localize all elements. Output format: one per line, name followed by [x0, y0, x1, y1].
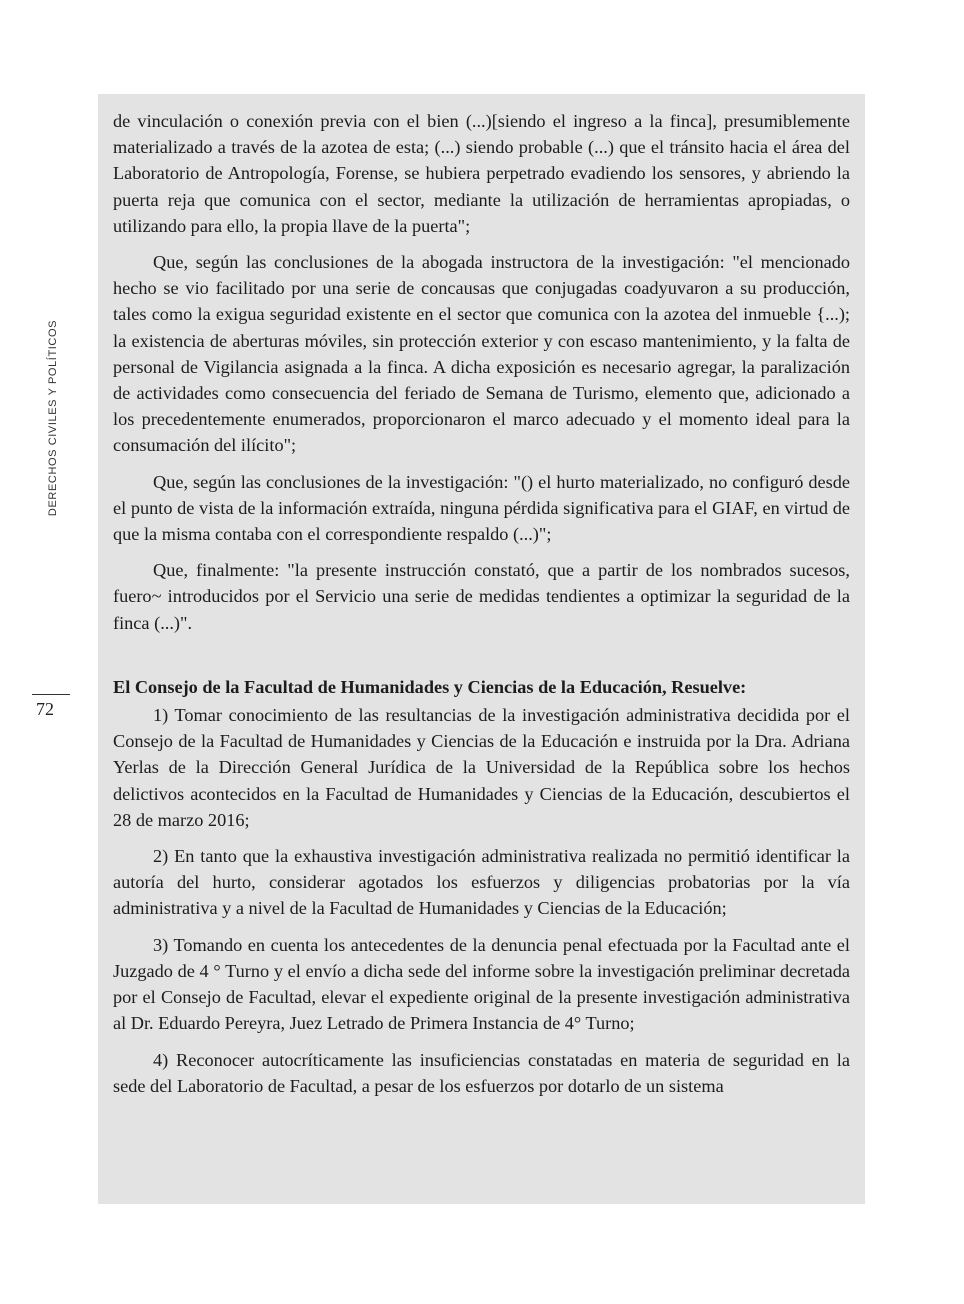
resolution-item-2: 2) En tanto que la exhaustiva investigación administrativa realizada no permitió identificar la autoría del hurto, considerar agotados los esfuerzos y diligencias probatorias por la vía administrativa y a nivel de la Facultad de Humanidades y Ciencias de la Educación;	[113, 846, 850, 919]
resolution-item-4: 4) Reconocer autocríticamente las insuficiencias constatadas en materia de seguridad en la sede del Laboratorio de Facultad, a pesar de los esfuerzos por dotarlo de un sistema	[113, 1049, 850, 1096]
resolution-heading: El Consejo de la Facultad de Humanidades y Ciencias de la Educación, Resuelve:	[113, 676, 747, 697]
page-number: 72	[36, 699, 54, 719]
resolution-item-3: 3) Tomando en cuenta los antecedentes de la denuncia penal efectuada por la Facultad ante el Juzgado de 4 ° Turno y el envío a dicha sede del informe sobre la investigación preliminar decretada por el Consejo de Facultad, elevar el expediente original de la presente investigación administrativa al Dr. Eduardo Pereyra, Juez Letrado de Primera Instancia de 4° Turno;	[113, 934, 850, 1034]
page-number-rule	[32, 694, 70, 695]
paragraph-conclusions-investigation: Que, según las conclusiones de la investigación: "() el hurto materializado, no configuró desde el punto de vista de la información extraída, ninguna pérdida significativa para el GIAF, en virtud de que la misma contaba con el correspondiente respaldo (...)";	[113, 471, 850, 545]
paragraph-finally: Que, finalmente: "la presente instrucción constató, que a partir de los nombrados sucesos, fuero~ introducidos por el Servicio una serie de medidas tendientes a optimizar la seguridad de la finca (...)".	[113, 560, 850, 633]
running-title	[38, 318, 68, 518]
running-title-text: DERECHOS CIVILES Y POLÍTICOS	[47, 319, 59, 517]
text-panel	[98, 94, 865, 1204]
paragraph-continuation: de vinculación o conexión previa con el bien (...)[siendo el ingreso a la finca], presumiblemente materializado a través de la azotea de esta; (...) siendo probable (...) que el tránsito hacia el área del Laboratorio de Antropología, Forense, se hubiera perpetrado evadiendo los sensores, y abriendo la puerta reja que comunica con el sector, mediante la utilización de herramientas apropiadas, o utilizando para ello, la propia llave de la puerta";	[113, 111, 850, 236]
paragraph-conclusions-instructor: Que, según las conclusiones de la abogada instructora de la investigación: "el mencionado hecho se vio facilitado por una serie de concausas que conjugadas coadyuvaron a su producción, tales como la exigua seguridad existente en el sector que comunica con la azotea del inmueble {...); la existencia de aberturas móviles, sin protección exterior y con escaso mantenimiento, y la falta de personal de Vigilancia asignada a la finca. A dicha exposición es necesario agregar, la paralización de actividades como consecuencia del feriado de Semana de Turismo, elemento que, adicionado a los precedentemente enumerados, proporcionaron el marco adecuado y el momento ideal para la consumación del ilícito";	[113, 252, 850, 456]
resolution-item-1: 1) Tomar conocimiento de las resultancias de la investigación administrativa decidida por el Consejo de la Facultad de Humanidades y Ciencias de la Educación e instruida por la Dra. Adriana Yerlas de la Dirección General Jurídica de la Universidad de la República sobre los hechos delictivos acontecidos en la Facultad de Humanidades y Ciencias de la Educación, descubiertos el 28 de marzo 2016;	[113, 705, 850, 830]
